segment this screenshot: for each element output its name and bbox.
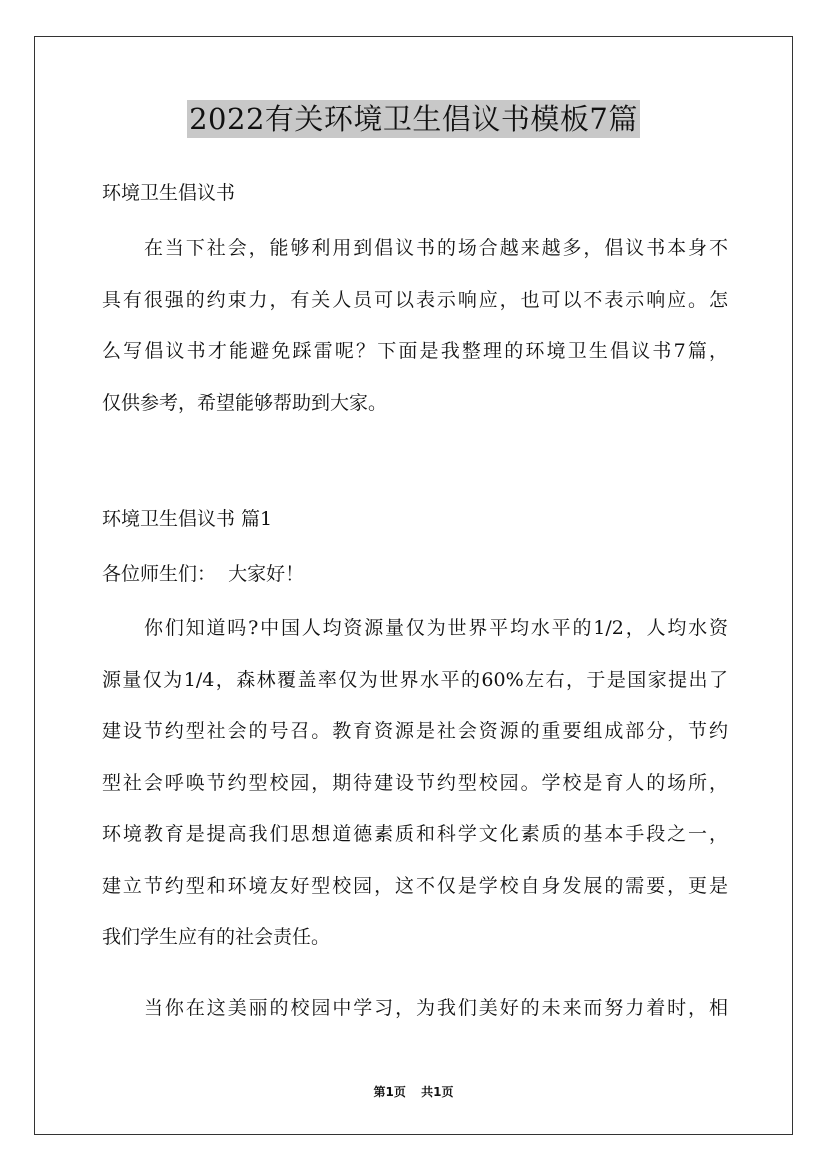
page-footer bbox=[0, 1084, 827, 1100]
page-total: 共1页 bbox=[421, 1085, 454, 1099]
intro-paragraph bbox=[102, 237, 728, 443]
body-line: 源量仅为1/4，森林覆盖率仅为世界水平的60%左右，于是国家提出了 bbox=[102, 668, 728, 691]
intro-line: 么写倡议书才能避免踩雷呢？下面是我整理的环境卫生倡议书7篇， bbox=[102, 340, 728, 362]
continuation-paragraph bbox=[102, 997, 728, 1049]
intro-line: 仅供参考，希望能够帮助到大家。 bbox=[102, 391, 388, 414]
body-line: 当你在这美丽的校园中学习，为我们美好的未来而努力着时，相 bbox=[144, 997, 728, 1019]
body-line: 建立节约型和环境友好型校园，这不仅是学校自身发展的需要，更是 bbox=[102, 874, 728, 897]
body-line: 我们学生应有的社会责任。 bbox=[102, 926, 331, 948]
article-heading: 环境卫生倡议书 篇1 bbox=[102, 508, 273, 530]
body-line: 你们知道吗?中国人均资源量仅为世界平均水平的1/2，人均水资 bbox=[144, 617, 728, 639]
intro-line: 在当下社会，能够利用到倡议书的场合越来越多，倡议书本身不 bbox=[144, 237, 728, 259]
section-heading: 环境卫生倡议书 bbox=[102, 182, 236, 204]
body-line: 建设节约型社会的号召。教育资源是社会资源的重要组成部分，节约 bbox=[102, 720, 728, 742]
intro-line: 具有很强的约束力，有关人员可以表示响应，也可以不表示响应。怎 bbox=[102, 288, 728, 311]
title-container bbox=[0, 100, 827, 138]
greeting-line: 各位师生们： 大家好！ bbox=[102, 563, 305, 585]
body-line: 型社会呼唤节约型校园，期待建设节约型校园。学校是育人的场所， bbox=[102, 771, 728, 794]
document-title: 2022有关环境卫生倡议书模板7篇 bbox=[189, 102, 638, 136]
page-number: 第1页 bbox=[373, 1085, 406, 1099]
body-paragraph bbox=[102, 617, 728, 978]
body-line: 环境教育是提高我们思想道德素质和科学文化素质的基本手段之一， bbox=[102, 823, 728, 845]
